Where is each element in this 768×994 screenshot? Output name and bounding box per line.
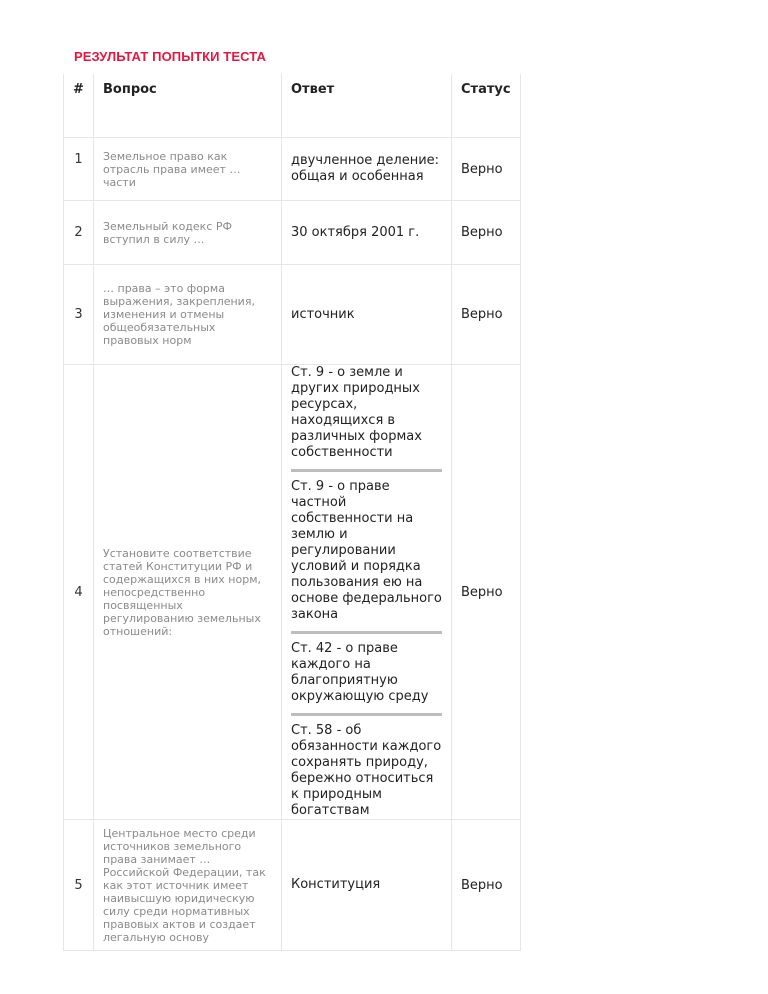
question-text: … права – это форма выражения, закрепления, изменения и отмены общеобязательных правовых норм — [94, 265, 282, 365]
table-row — [64, 265, 521, 365]
col-header-status: Статус — [452, 74, 521, 138]
answer-item: Ст. 42 - о праве каждого на благоприятную окружающую среду — [291, 641, 429, 704]
question-text: Земельное право как отрасль права имеет … части — [94, 138, 282, 201]
answer-divider — [291, 631, 442, 634]
status-text: Верно — [452, 201, 521, 265]
status-text: Верно — [452, 820, 521, 951]
row-number: 1 — [64, 138, 94, 201]
answer-text: двучленное деление: общая и особенная — [282, 138, 452, 201]
answer-list — [282, 365, 452, 820]
row-number: 5 — [64, 820, 94, 951]
answer-item: Ст. 9 - о земле и других природных ресурсах, находящихся в различных формах собственности — [291, 365, 422, 460]
answer-divider — [291, 469, 442, 472]
table-row — [64, 138, 521, 201]
table-row — [64, 365, 521, 820]
answer-text: Конституция — [282, 820, 452, 951]
answer-item: Ст. 9 - о праве частной собственности на землю и регулировании условий и порядка пользования ею на основе федерального закона — [291, 479, 442, 622]
question-text: Установите соответствие статей Конституции РФ и содержащихся в них норм, непосредственно посвященных регулированию земельных отношений: — [94, 365, 282, 820]
table-row — [64, 820, 521, 951]
status-text: Верно — [452, 138, 521, 201]
answer-divider — [291, 713, 442, 716]
question-text: Центральное место среди источников земельного права занимает … Российской Федерации, так как этот источник имеет наивысшую юридическую силу среди нормативных правовых актов и создает легальную основу — [94, 820, 282, 951]
col-header-question: Вопрос — [94, 74, 282, 138]
answer-text: источник — [282, 265, 452, 365]
row-number: 3 — [64, 265, 94, 365]
answer-text: 30 октября 2001 г. — [282, 201, 452, 265]
row-number: 2 — [64, 201, 94, 265]
table-row — [64, 201, 521, 265]
page-title: РЕЗУЛЬТАТ ПОПЫТКИ ТЕСТА — [74, 49, 266, 64]
answer-item: Ст. 58 - об обязанности каждого сохранять природу, бережно относиться к природным богатствам — [291, 723, 442, 818]
status-text: Верно — [452, 265, 521, 365]
col-header-num: # — [64, 74, 94, 138]
question-text: Земельный кодекс РФ вступил в силу … — [94, 201, 282, 265]
col-header-answer: Ответ — [282, 74, 452, 138]
results-table — [63, 74, 521, 951]
status-text: Верно — [452, 365, 521, 820]
row-number: 4 — [64, 365, 94, 820]
table-header-row — [64, 74, 521, 138]
